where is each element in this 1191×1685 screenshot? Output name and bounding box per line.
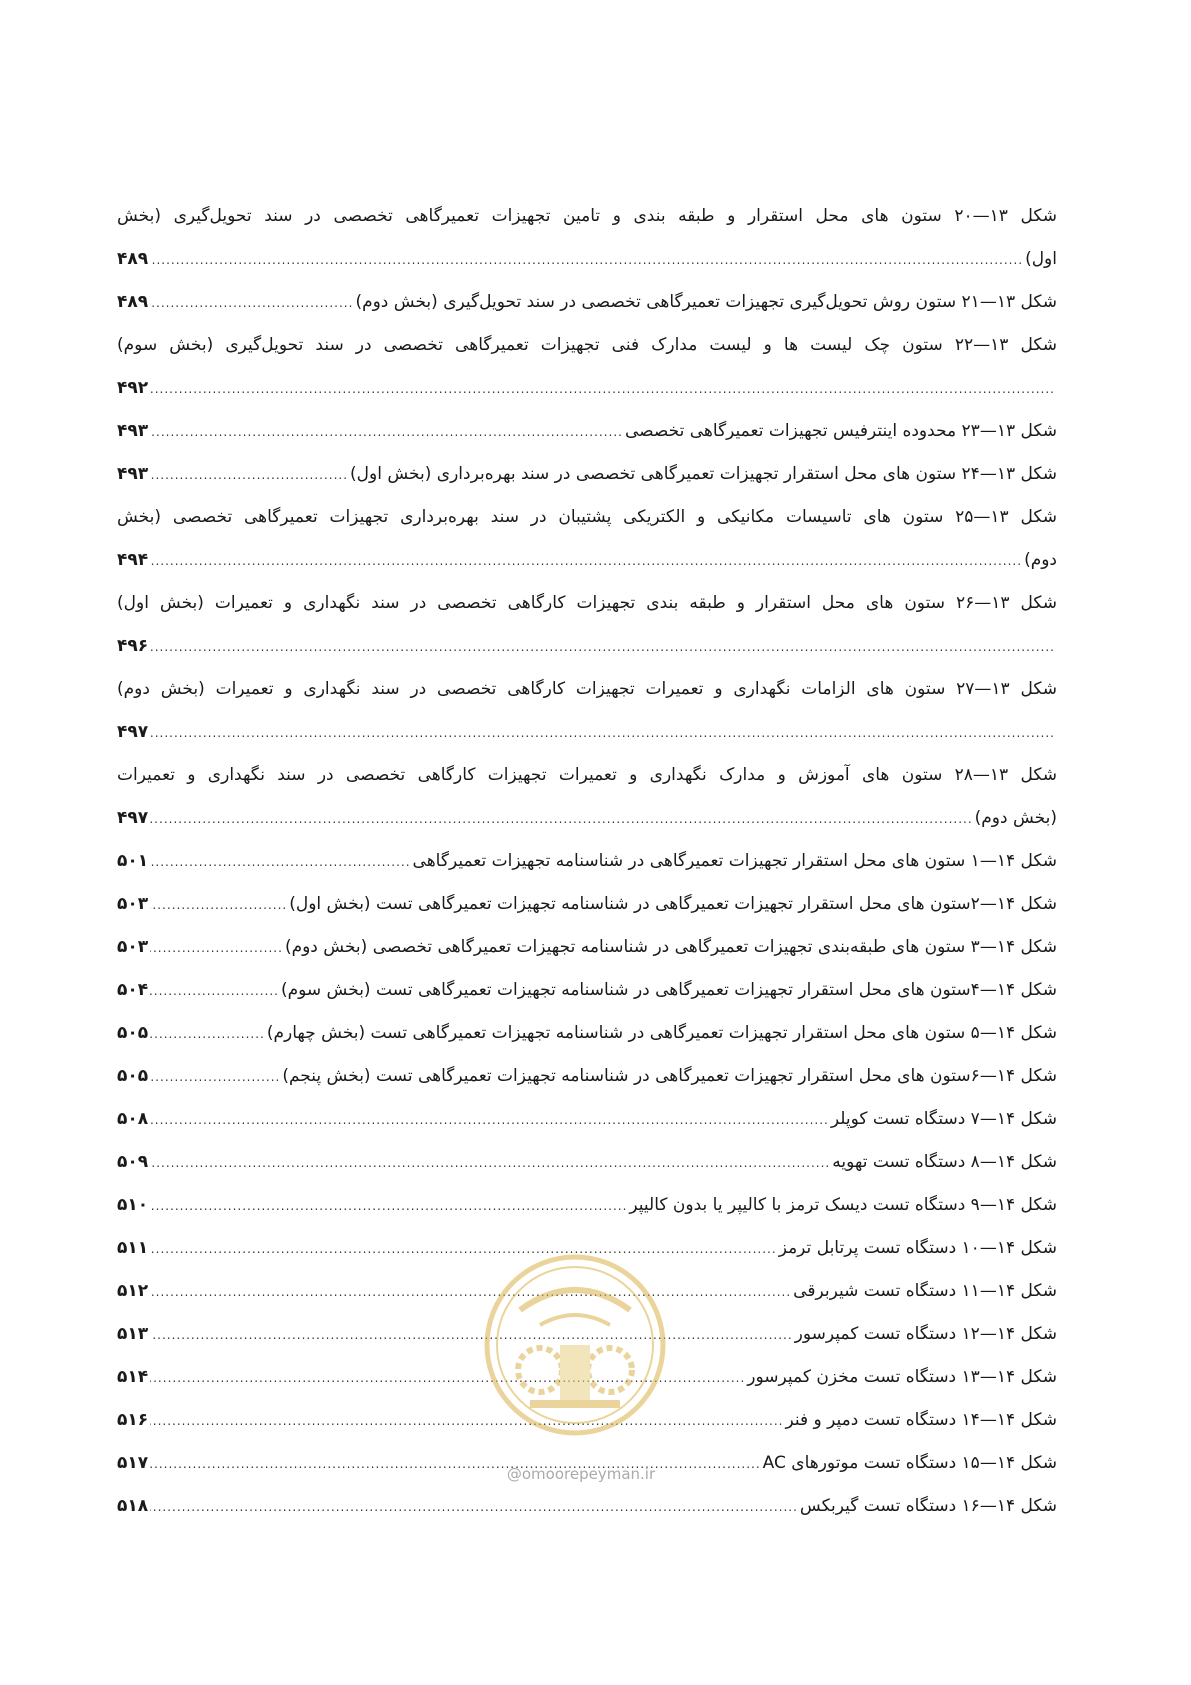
toc-entry[interactable] xyxy=(117,893,1057,936)
dot-leader xyxy=(150,980,279,1002)
toc-page-number: ۵۰۴ xyxy=(117,980,149,1000)
toc-page-number: ۵۱۷ xyxy=(117,1453,149,1473)
toc-entry[interactable] xyxy=(117,1409,1057,1452)
dot-leader xyxy=(150,1195,627,1217)
dot-leader xyxy=(150,421,623,443)
toc-entry-title: شکل ۱۴—۱۴ دستگاه تست دمپر و فنر xyxy=(785,1410,1057,1430)
dot-leader xyxy=(150,550,1022,572)
toc-entry-title-cont: (بخش دوم) xyxy=(974,808,1057,828)
toc-page-number: ۴۸۹ xyxy=(117,249,149,269)
toc-entry[interactable] xyxy=(117,1366,1057,1409)
toc-entry-title: شکل ۱۴—۹ دستگاه تست دیسک ترمز با کالیپر یا بدون کالیپر xyxy=(629,1195,1057,1215)
dot-leader xyxy=(150,1023,265,1045)
toc-entry[interactable] xyxy=(117,1280,1057,1323)
dot-leader xyxy=(150,1453,761,1475)
watermark-url: @omoorepeyman.ir xyxy=(506,1465,656,1483)
toc-page-number: ۴۹۴ xyxy=(117,550,149,570)
dot-leader xyxy=(150,636,1055,658)
toc-entry[interactable] xyxy=(117,334,1057,420)
toc-entry[interactable] xyxy=(117,420,1057,463)
toc-page-number: ۵۱۸ xyxy=(117,1496,149,1516)
toc-page-number: ۴۹۲ xyxy=(117,378,149,398)
toc-entry-title: شکل ۱۴—۱۵ دستگاه تست موتورهای AC xyxy=(762,1453,1057,1473)
dot-leader xyxy=(150,1066,280,1088)
dot-leader xyxy=(150,894,287,916)
toc-page-number: ۵۰۱ xyxy=(117,851,149,871)
toc-entry[interactable] xyxy=(117,1151,1057,1194)
dot-leader xyxy=(150,1367,745,1389)
toc-page-number: ۴۹۶ xyxy=(117,636,149,656)
toc-entry-title: شکل ۱۴—۱۳ دستگاه تست مخزن کمپرسور xyxy=(747,1367,1057,1387)
toc-entry[interactable] xyxy=(117,205,1057,291)
dot-leader xyxy=(150,1324,793,1346)
dot-leader xyxy=(150,1281,791,1303)
toc-entry-title-cont: اول) xyxy=(1025,249,1057,269)
dot-leader xyxy=(150,464,348,486)
toc-entry[interactable] xyxy=(117,291,1057,334)
toc-entry-title: شکل ۱۳—۲۱ ستون روش تحویل‌گیری تجهیزات تعمیرگاهی تخصصی در سند تحویل‌گیری (بخش دوم) xyxy=(355,292,1057,312)
toc-entry-title: شکل ۱۴—۱۲ دستگاه تست کمپرسور xyxy=(794,1324,1057,1344)
toc-page-number: ۵۰۳ xyxy=(117,937,149,957)
toc-entry-title: شکل ۱۳—۲۴ ستون های محل استقرار تجهیزات تعمیرگاهی تخصصی در سند بهره‌برداری (بخش اول) xyxy=(350,464,1057,484)
toc-page-number: ۵۰۳ xyxy=(117,894,149,914)
toc-page-number: ۵۱۳ xyxy=(117,1324,149,1344)
toc-page-number: ۴۸۹ xyxy=(117,292,149,312)
toc-entry[interactable] xyxy=(117,850,1057,893)
toc-entry[interactable] xyxy=(117,764,1057,850)
toc-entry-title: شکل ۱۴—۵ ستون های محل استقرار تجهیزات تعمیرگاهی در شناسنامه تجهیزات تعمیرگاهی تست (بخش چهارم) xyxy=(266,1023,1057,1043)
dot-leader xyxy=(150,1152,830,1174)
toc-entry-title: شکل ۱۴—۶ستون های محل استقرار تجهیزات تعمیرگاهی در شناسنامه تجهیزات تعمیرگاهی تست (بخش پنجم) xyxy=(282,1066,1057,1086)
toc-entry[interactable] xyxy=(117,936,1057,979)
dot-leader xyxy=(150,722,1055,744)
toc-page-number: ۵۱۰ xyxy=(117,1195,149,1215)
toc-page-number: ۵۰۵ xyxy=(117,1066,149,1086)
toc-entry-title: شکل ۱۳—۲۶ ستون های محل استقرار و طبقه بندی تجهیزات کارگاهی تخصصی در سند نگهداری و تعمیرات (بخش اول) xyxy=(117,593,1057,613)
toc-entry-title: شکل ۱۳—۲۳ محدوده اینترفیس تجهیزات تعمیرگاهی تخصصی xyxy=(625,421,1057,441)
toc-page-number: ۴۹۳ xyxy=(117,421,149,441)
toc-entry-title: شکل ۱۴—۲ستون های محل استقرار تجهیزات تعمیرگاهی در شناسنامه تجهیزات تعمیرگاهی تست (بخش اول) xyxy=(289,894,1057,914)
toc-entry-title: شکل ۱۳—۲۲ ستون چک لیست ها و لیست مدارک فنی تجهیزات تعمیرگاهی تخصصی در سند تحویل‌گیری (بخش سوم) xyxy=(117,335,1057,355)
dot-leader xyxy=(150,808,973,830)
toc-entry[interactable] xyxy=(117,1022,1057,1065)
toc-entry-title: شکل ۱۳—۲۸ ستون های آموزش و مدارک نگهداری و تعمیرات تجهیزات کارگاهی تخصصی در سند نگهداری و تعمیرات xyxy=(117,765,1057,785)
dot-leader xyxy=(150,249,1023,271)
dot-leader xyxy=(150,1238,777,1260)
toc-entry-title: شکل ۱۴—۱۱ دستگاه تست شیربرقی xyxy=(793,1281,1057,1301)
toc-entry-title: شکل ۱۴—۳ ستون های طبقه‌بندی تجهیزات تعمیرگاهی در شناسنامه تجهیزات تعمیرگاهی تخصصی (بخش دوم) xyxy=(284,937,1057,957)
toc-entry-title: شکل ۱۴—۸ دستگاه تست تهویه xyxy=(832,1152,1057,1172)
toc-entry[interactable] xyxy=(117,506,1057,592)
dot-leader xyxy=(150,1496,798,1518)
toc-entry[interactable] xyxy=(117,979,1057,1022)
toc-entry-title: شکل ۱۴—۱ ستون های محل استقرار تجهیزات تعمیرگاهی در شناسنامه تجهیزات تعمیرگاهی xyxy=(412,851,1057,871)
toc-entry[interactable] xyxy=(117,1108,1057,1151)
toc-entry[interactable] xyxy=(117,463,1057,506)
toc-entry-title: شکل ۱۳—۲۷ ستون های الزامات نگهداری و تعمیرات تجهیزات کارگاهی تخصصی در سند نگهداری و تعمیرات (بخش دوم) xyxy=(117,679,1057,699)
toc-entry[interactable] xyxy=(117,1194,1057,1237)
toc-entry[interactable] xyxy=(117,1065,1057,1108)
dot-leader xyxy=(150,378,1055,400)
dot-leader xyxy=(150,937,283,959)
table-of-figures xyxy=(117,205,1057,1538)
toc-page-number: ۴۹۳ xyxy=(117,464,149,484)
toc-page-number: ۴۹۷ xyxy=(117,722,149,742)
toc-page-number: ۵۱۶ xyxy=(117,1410,149,1430)
toc-page-number: ۵۱۴ xyxy=(117,1367,149,1387)
toc-entry[interactable] xyxy=(117,592,1057,678)
toc-page-number: ۵۰۵ xyxy=(117,1023,149,1043)
toc-entry-title-cont: دوم) xyxy=(1024,550,1057,570)
toc-entry[interactable] xyxy=(117,678,1057,764)
toc-entry-title: شکل ۱۴—۱۶ دستگاه تست گیربکس xyxy=(799,1496,1057,1516)
dot-leader xyxy=(150,1109,829,1131)
toc-page-number: ۴۹۷ xyxy=(117,808,149,828)
dot-leader xyxy=(150,1410,783,1432)
toc-entry-title: شکل ۱۳—۲۰ ستون های محل استقرار و طبقه بندی و تامین تجهیزات تعمیرگاهی تخصصی در سند تحویل‌گیری (بخش xyxy=(117,206,1057,226)
toc-entry-title: شکل ۱۴—۷ دستگاه تست کوپلر xyxy=(830,1109,1057,1129)
toc-entry-title: شکل ۱۳—۲۵ ستون های تاسیسات مکانیکی و الکتریکی پشتیبان در سند بهره‌برداری تجهیزات تعمیرگاهی تخصصی (بخش xyxy=(117,507,1057,527)
dot-leader xyxy=(150,851,410,873)
toc-page-number: ۵۱۲ xyxy=(117,1281,149,1301)
toc-entry[interactable] xyxy=(117,1323,1057,1366)
toc-entry-title: شکل ۱۴—۴ستون های محل استقرار تجهیزات تعمیرگاهی در شناسنامه تجهیزات تعمیرگاهی تست (بخش سوم) xyxy=(280,980,1057,1000)
toc-page-number: ۵۰۸ xyxy=(117,1109,149,1129)
toc-entry[interactable] xyxy=(117,1495,1057,1538)
toc-page-number: ۵۰۹ xyxy=(117,1152,149,1172)
toc-entry-title: شکل ۱۴—۱۰ دستگاه تست پرتابل ترمز xyxy=(778,1238,1057,1258)
dot-leader xyxy=(150,292,353,314)
toc-entry[interactable] xyxy=(117,1237,1057,1280)
toc-page-number: ۵۱۱ xyxy=(117,1238,149,1258)
